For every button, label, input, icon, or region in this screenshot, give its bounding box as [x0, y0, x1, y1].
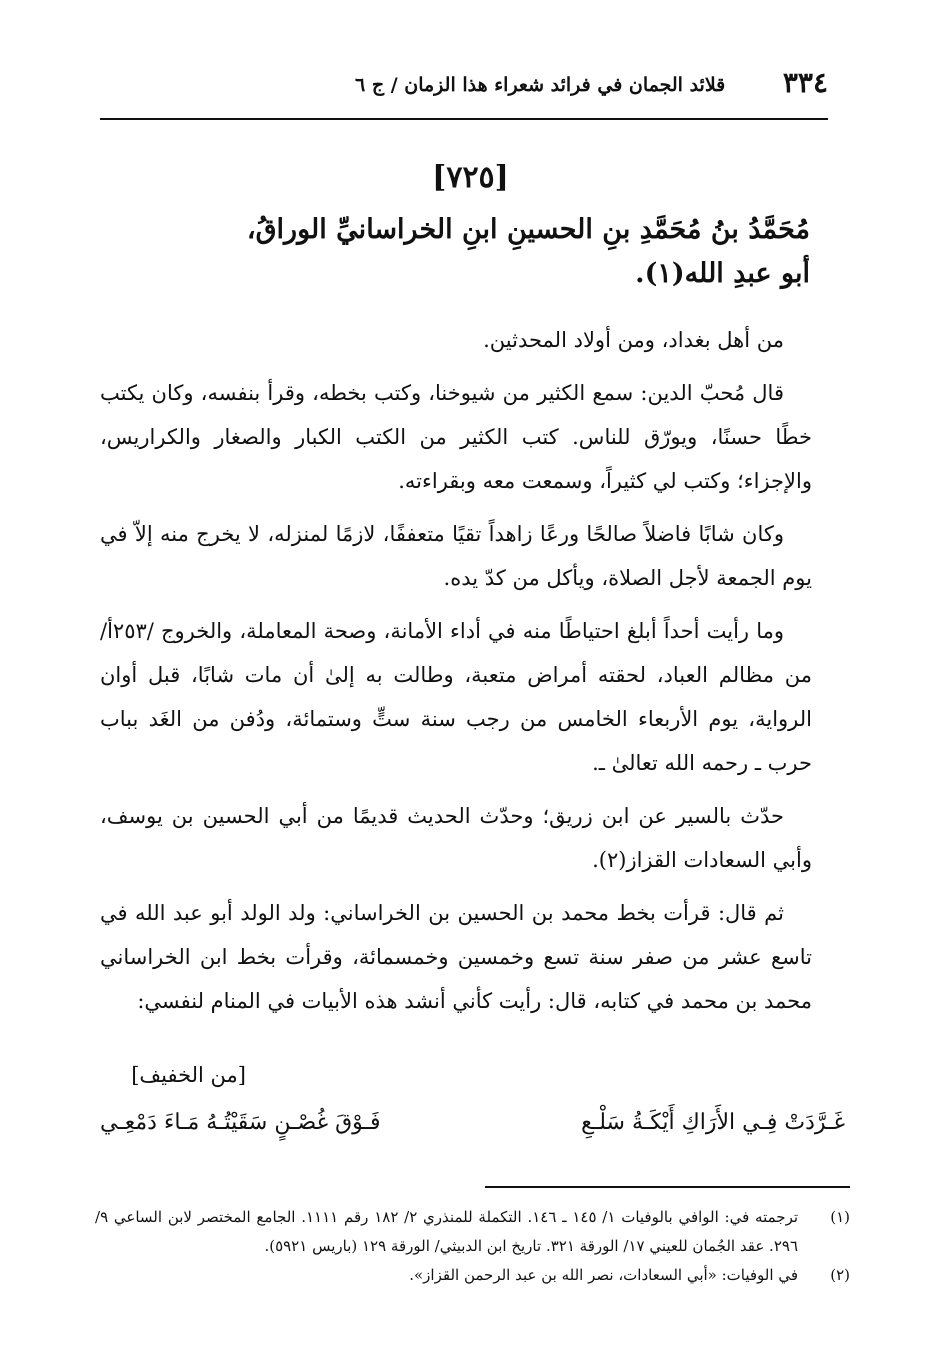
footnote: [95, 1261, 850, 1290]
paragraph: حدّث بالسير عن ابن زريق؛ وحدّث الحديث قديمًا من أبي الحسين بن يوسف، وأبي السعادات القزاز(٢).: [100, 804, 812, 872]
footnote-divider: [485, 1186, 850, 1188]
poem-verse: [100, 1110, 845, 1154]
page-number: ٣٣٤: [782, 66, 828, 99]
entry-title-line-1: مُحَمَّدُ بنُ مُحَمَّدِ بنِ الحسينِ ابنِ الخراسانيِّ الوراقُ،: [246, 214, 810, 245]
paragraph: وما رأيت أحداً أبلغ احتياطًا منه في أداء الأمانة، وصحة المعاملة، والخروج /٢٥٣أ/ من مظالم العباد، لحقته أمراض متعبة، وطالت به إلىٰ أن مات شابًا، قبل أوان الرواية، يوم الأربعاء الخامس من رجب سنة ستٍّ وستمائة، ودُفن من الغَد بباب حرب ـ رحمه الله تعالىٰ ـ.: [100, 619, 812, 775]
verse-second-hemistich: فَـوْقَ غُصْـنٍ سَقَيْتُـهُ مَـاءَ دَمْعِـي: [100, 1110, 381, 1135]
paragraph: وكان شابًا فاضلاً صالحًا ورعًا زاهداً تقيًا متعففًا، لازمًا لمنزله، لا يخرج منه إلاّ في يوم الجمعة لأجل الصلاة، ويأكل من كدّ يده.: [100, 522, 812, 590]
header-divider: [100, 118, 828, 120]
poem-meter: [من الخفيف]: [131, 1063, 246, 1087]
entry-title-line-2: أبو عبدِ الله(١).: [635, 258, 810, 289]
verse-first-hemistich: غَـرَّدَتْ فِـي الأَرَاكِ أَيْكَـةُ سَلْـعِ: [581, 1110, 845, 1135]
entry-number: [٧٢٥]: [432, 160, 509, 195]
footnote: [95, 1203, 850, 1261]
footnote-text: في الوفيات: «أبي السعادات، نصر الله بن عبد الرحمن القزاز».: [409, 1266, 798, 1284]
paragraph: قال مُحبّ الدين: سمع الكثير من شيوخنا، وكتب بخطه، وقرأ بنفسه، وكان يكتب خطًا حسنًا، ويورّق للناس. كتب الكثير من الكتب الكبار والصغار والكراريس، والإجزاء؛ وكتب لي كثيراً، وسمعت معه وبقراءته.: [100, 381, 812, 493]
paragraph: ثم قال: قرأت بخط محمد بن الحسين بن الخراساني: ولد الولد أبو عبد الله في تاسع عشر من صفر سنة تسع وخمسين وخمسمائة، وقرأت بخط ابن الخراساني محمد بن محمد في كتابه، قال: رأيت كأني أنشد هذه الأبيات في المنام لنفسي:: [100, 901, 812, 1013]
footnote-number: (١): [830, 1208, 850, 1226]
running-header: [100, 62, 828, 110]
entry-title: [100, 208, 810, 296]
footnotes: [95, 1203, 850, 1290]
footnote-text: ترجمته في: الوافي بالوفيات ١/ ١٤٥ ـ ١٤٦. التكملة للمنذري ٢/ ١٨٢ رقم ١١١١. الجامع المختصر لابن الساعي ٩/ ٢٩٦. عقد الجُمان للعيني ١٧/ الورقة ٣٢١. تاريخ ابن الدبيثي/ الورقة ١٢٩ (باريس ٥٩٢١).: [95, 1208, 799, 1255]
paragraph: من أهل بغداد، ومن أولاد المحدثين.: [483, 328, 784, 352]
body-text: [100, 318, 812, 1032]
footnote-number: (٢): [830, 1266, 850, 1284]
running-title: قلائد الجمان في فرائد شعراء هذا الزمان / ج ٦: [355, 74, 726, 96]
